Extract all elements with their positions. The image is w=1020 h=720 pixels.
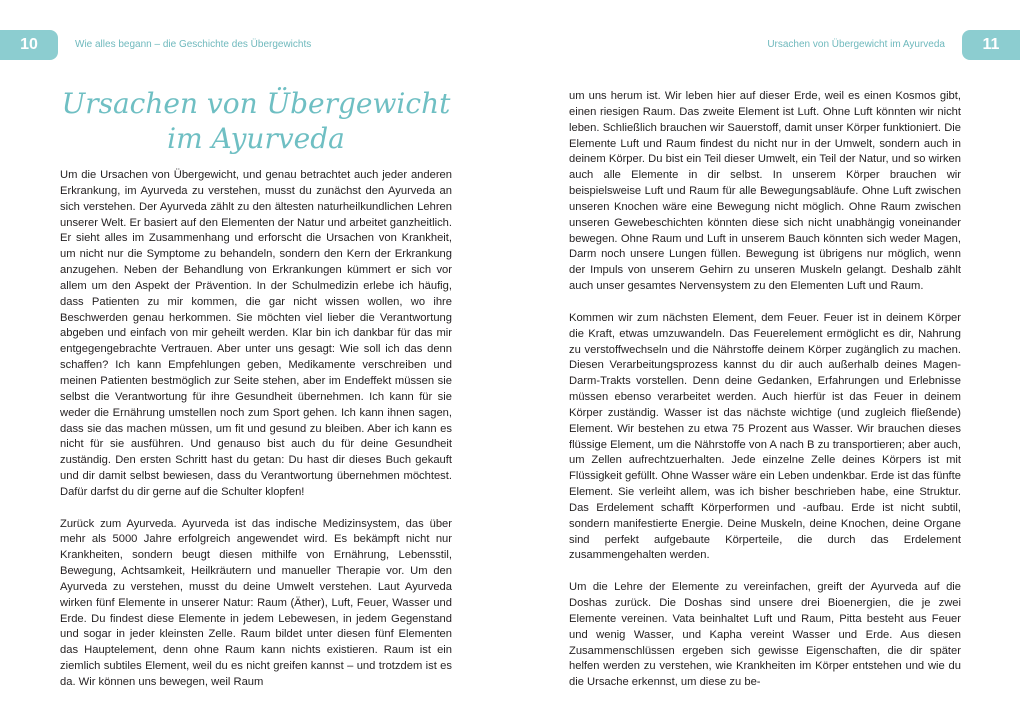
running-head-right: Ursachen von Übergewicht im Ayurveda xyxy=(767,39,945,50)
page-number-tab-left: 10 xyxy=(0,30,58,60)
paragraph: Um die Lehre der Elemente zu vereinfachen, greift der Ayurveda auf die Doshas zurück. Die Doshas sind unsere drei Bioenergien, die je zwei Elemente vereinen. Vata beinhaltet Luft und Raum, Pitta besteht aus Feuer und wenig Wasser, und Kapha vereint Wasser und Erde. Aus diesen Zusammenschlüssen ergeben sich gewisse Eigenschaften, die dir später helfen werden zu verstehen, wie Krankheiten im Körper entstehen und wie du die Ursache erkennst, um diese zu be- xyxy=(569,581,961,689)
paragraph: Um die Ursachen von Übergewicht, und genau betrachtet auch jeder anderen Erkrankung, im Ayurveda zu verstehen, musst du zunächst den Ayurveda an sich verstehen. Der Ayurveda zählt zu den ältesten naturheilkundlichen Lehren unserer Welt. Er basiert auf den Elementen der Natur und arbeitet ganzheitlich. Er sieht alles im Zusammenhang und erforscht die Ursachen von Krankheit, um nicht nur die Symptome zu behandeln, sondern den Kern der Erkrankung anzugehen. Neben der Behandlung von Erkrankungen kümmert er sich vor allem um den Aspekt der Prävention. In der Schulmedizin erlebe ich häufig, dass Patienten zu mir kommen, die gar nicht wissen wollen, wo ihre Beschwerden genau herkommen. Sie möchten viel lieber die Verantwortung abgeben und einfach von mir geheilt werden. Klar bin ich dankbar für das mir entgegengebrachte Vertrauen. Aber unter uns gesagt: Wie soll ich das denn schaffen? Ich kann Empfehlungen geben, Medikamente verschreiben und meinen Patienten bestmöglich zur Seite stehen, aber im Endeffekt müssen sie selbst die Verantwortung für ihre Gesundheit übernehmen. Ich kann für sie weder die Ernährung umstellen noch zum Sport gehen. Ich kann ihnen sagen, dass sie das machen müssen, um fit und gesund zu bleiben. Aber ich kann es nicht für sie ausführen. Und genauso bist auch du für deine Gesundheit zuständig. Den ersten Schritt hast du getan: Du hast dir dieses Buch gekauft und dir damit selbst bewiesen, dass du Verantwortung übernehmen möchtest. Dafür darfst du dir gerne auf die Schulter klopfen! xyxy=(60,169,452,498)
paragraph: Zurück zum Ayurveda. Ayurveda ist das indische Medizinsystem, das über mehr als 5000 Jahre erfolgreich angewendet wird. Es bekämpft nicht nur Krankheiten, sondern beugt diesen mithilfe von Ernährung, Lebensstil, Bewegung, Achtsamkeit, Heilkräutern und manueller Therapie vor. Um den Ayurveda zu verstehen, musst du deine Umwelt verstehen. Laut Ayurveda wirken fünf Elemente in unserer Natur: Raum (Äther), Luft, Feuer, Wasser und Erde. Du findest diese Elemente in jedem Lebewesen, in jedem Gegenstand und sogar in jeder kleinsten Zelle. Raum bildet unter diesen fünf Elementen das Hauptelement, denn ohne Raum kann nichts existieren. Raum ist ein ziemlich subtiles Element, weil du es nicht greifen kannst – und trotzdem ist es da. Wir können uns bewegen, weil Raum xyxy=(60,517,452,688)
left-text-column xyxy=(60,168,452,707)
chapter-title-line-1: Ursachen von Übergewicht xyxy=(61,87,451,120)
running-head-left: Wie alles begann – die Geschichte des Übergewichts xyxy=(75,39,312,50)
paragraph: um uns herum ist. Wir leben hier auf dieser Erde, weil es einen Kosmos gibt, einen riesigen Raum. Das zweite Element ist Luft. Ohne Luft könnten wir nicht leben. Schließlich brauchen wir Sauerstoff, damit unser Körper funktioniert. Die Elemente Luft und Raum findest du nicht nur in der Umwelt, sondern auch in deinem Körper. Du bist ein Teil dieser Umwelt, ein Teil der Natur, und so wirken auch alle Elemente in dir selbst. In unserem Körper brauchen wir beispielsweise Luft und Raum für alle Bewegungsabläufe. Ohne Luft zwischen unseren Knochen wäre eine Bewegung nicht möglich. Ohne Raum zwischen unseren Gewebeschichten könnten diese sich nicht unabhängig voneinander bewegen. Ohne Raum und Luft in unserem Bauch könnten sich weder Magen, Darm noch unsere Lungen füllen. Bewegung ist übrigens nur möglich, wenn der Impuls von unserem Gehirn zu unseren Muskeln gelangt. Deshalb zählt auch unser gesamtes Nervensystem zu den Elementen Luft und Raum. xyxy=(569,90,961,293)
page-number-tab-right: 11 xyxy=(962,30,1020,60)
right-text-column xyxy=(569,89,961,707)
paragraph: Kommen wir zum nächsten Element, dem Feuer. Feuer ist in deinem Körper die Kraft, etwas umzuwandeln. Das Feuerelement ermöglicht es dir, Nahrung zu verstoffwechseln und die Nährstoffe deinem Körper zugänglich zu machen. Diesen Verarbeitungsprozess kannst du dir auch außerhalb deines Magen-Darm-Trakts vorstellen. Denn deine Gedanken, Erfahrungen und Erlebnisse müssen ebenso verarbeitet werden. Auch hierfür ist das Feuer in deinem Körper zuständig. Wasser ist das nächste wichtige (und zugleich fließende) Element. Wir bestehen zu etwa 75 Prozent aus Wasser. Wir brauchen dieses flüssige Element, um die Nährstoffe von A nach B zu transportieren; aber auch, um Zellen aufrechtzuerhalten. Jede einzelne Zelle deines Körpers ist mit Flüssigkeit gefüllt. Ohne Wasser wäre ein Leben undenkbar. Erde ist das fünfte Element. Sie verleiht allem, was ich bisher beschrieben habe, eine Struktur. Das Erdelement schafft Körperformen und -aufbau. Erde ist nicht subtil, sondern manifestierte Energie. Deine Muskeln, deine Knochen, deine Organe sind perfekt aufgebaute Körperteile, die durch das Erdelement zusammengehalten werden. xyxy=(569,311,961,562)
chapter-title-line-2: im Ayurveda xyxy=(167,122,345,155)
chapter-title xyxy=(60,86,452,156)
